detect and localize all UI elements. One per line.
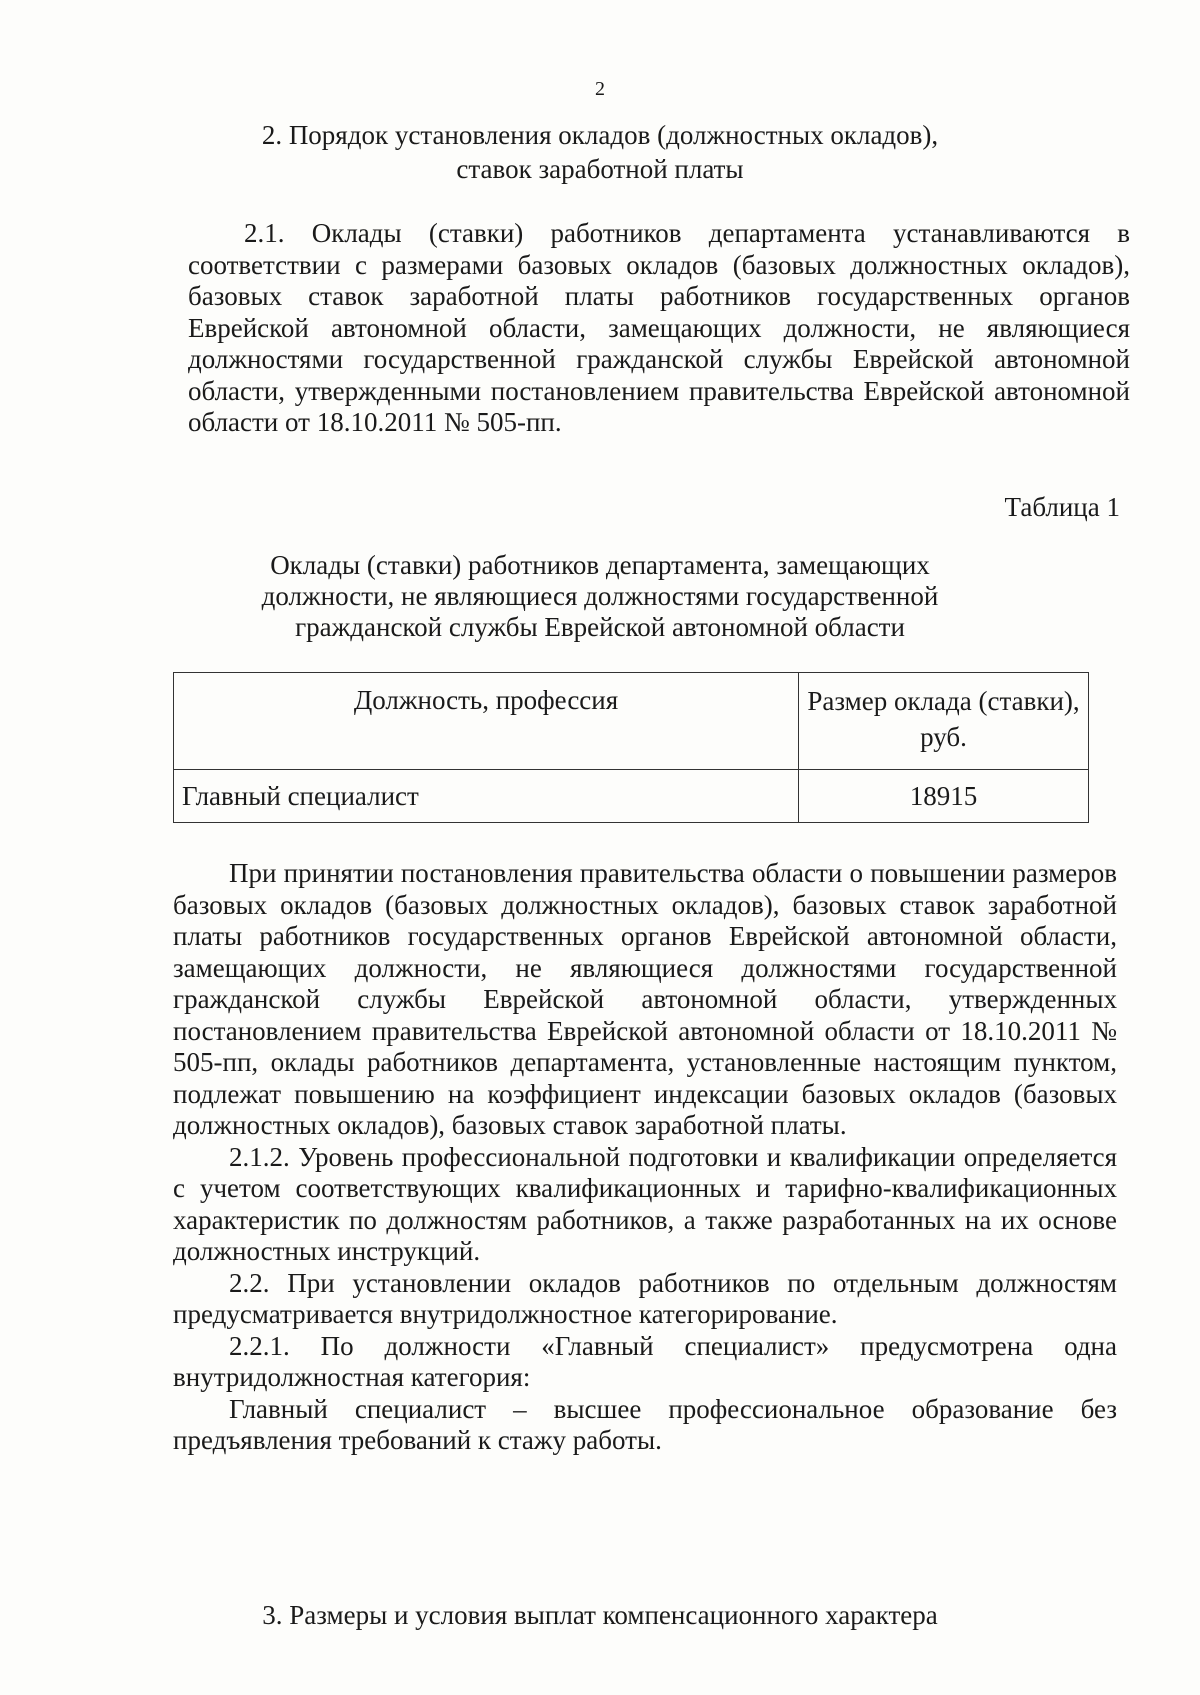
header-position: Должность, профессия xyxy=(174,673,799,770)
section-2-title-line1: 2. Порядок установления окладов (должностных окладов), xyxy=(261,120,939,150)
header-salary: Размер оклада (ставки), руб. xyxy=(799,673,1089,770)
table-caption-line3: гражданской службы Еврейской автономной области xyxy=(295,612,905,642)
table-header-row xyxy=(174,673,1089,770)
salary-table xyxy=(173,672,1089,823)
table-caption-line2: должности, не являющиеся должностями государственной xyxy=(261,581,939,611)
paragraph-2-1-block xyxy=(188,218,1130,439)
table-row xyxy=(174,770,1089,823)
page-number: 2 xyxy=(595,78,605,100)
body-text-block xyxy=(173,858,1117,1457)
section-3-title: 3. Размеры и условия выплат компенсационного характера xyxy=(262,1600,938,1630)
paragraph-2-2-1: 2.2.1. По должности «Главный специалист» предусмотрена одна внутридолжностная категория: xyxy=(173,1330,1117,1392)
table-caption-line1: Оклады (ставки) работников департамента, замещающих xyxy=(270,550,930,580)
paragraph-2-1-2: 2.1.2. Уровень профессиональной подготовки и квалификации определяется с учетом соответствующих квалификационных и тарифно-квалификационных характеристик по должностям работников, а также разработанных на их основе должностных инструкций. xyxy=(173,1141,1117,1266)
section-2-heading xyxy=(160,118,1040,186)
paragraph-2-1: 2.1. Оклады (ставки) работников департамента устанавливаются в соответствии с размерами базовых окладов (базовых должностных окладов), базовых ставок заработной платы работников государственных органов Еврейской автономной области, замещающих должности, не являющиеся должностями государственной гражданской службы Еврейской автономной области, утвержденными постановлением правительства Еврейской автономной области от 18.10.2011 № 505-пп. xyxy=(188,218,1130,437)
paragraph-chief-specialist: Главный специалист – высшее профессиональное образование без предъявления требований к стажу работы. xyxy=(173,1393,1117,1455)
table-label: Таблица 1 xyxy=(1004,492,1120,522)
paragraph-after-table: При принятии постановления правительства области о повышении размеров базовых окладов (базовых должностных окладов), базовых ставок заработной платы работников государственных органов Еврейской автономной области, замещающих должности, не являющиеся должностями государственной гражданской службы Еврейской автономной области, утвержденных постановлением правительства Еврейской автономной области от 18.10.2011 № 505-пп, оклады работников департамента, установленные настоящим пунктом, подлежат повышению на коэффициент индексации базовых окладов (базовых должностных окладов), базовых ставок заработной платы. xyxy=(173,858,1117,1140)
cell-position: Главный специалист xyxy=(174,770,799,823)
paragraph-2-2: 2.2. При установлении окладов работников по отдельным должностям предусматривается внутридолжностное категорирование. xyxy=(173,1267,1117,1329)
table-caption xyxy=(220,550,980,643)
section-2-title-line2: ставок заработной платы xyxy=(456,154,744,184)
cell-salary: 18915 xyxy=(799,770,1089,823)
